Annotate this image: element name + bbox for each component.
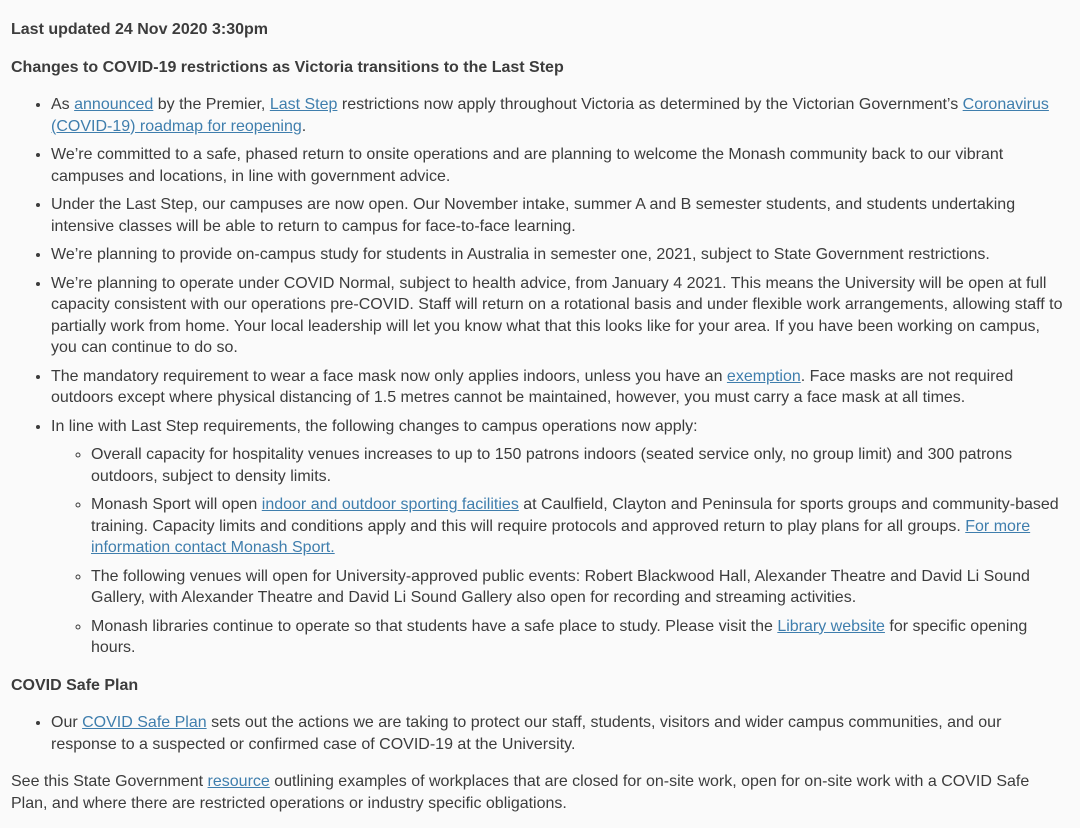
announced-link[interactable]: announced xyxy=(74,96,154,113)
text-run: . Face masks are not required outdoors except where physical distancing of 1.5 metres cannot be maintained, however, you must carry a face mask at all times. xyxy=(51,367,1014,406)
text-run: As xyxy=(51,96,75,113)
contact-monash-sport-link[interactable]: For more information contact Monash Sport. xyxy=(91,517,1031,556)
covid-safe-plan-list xyxy=(11,712,1069,755)
list-item-covid-normal: • We’re planning to operate under COVID Normal, subject to health advice, from January 4 2021. This means the University will be open at full capacity consistent with our operations pre-COVID. Staff will return on a rotational basis and under flexible work arrangements, allowing staff to partially work from home. Your local leadership will let you know what that this looks like for your area. If you have been working on campus, you can continue to do so. xyxy=(51,273,1069,359)
last-updated-text: Last updated 24 Nov 2020 3:30pm xyxy=(11,21,268,38)
text-run: In line with Last Step requirements, the following changes to campus operations now apply: xyxy=(51,417,698,435)
restrictions-heading: Changes to COVID-19 restrictions as Victoria transitions to the Last Step xyxy=(11,58,564,76)
text-run: See this State Government xyxy=(11,773,208,790)
covid-safe-plan-heading: COVID Safe Plan xyxy=(11,676,139,694)
resource-link[interactable]: resource xyxy=(207,773,270,790)
list-item-monash-sport xyxy=(91,494,1069,559)
text-run: restrictions now apply throughout Victoria as determined by the Victorian Government’s xyxy=(337,96,963,113)
text-run: at Caulfield, Clayton and Peninsula for sports groups and community-based training. Capacity limits and conditions apply and this will require protocols and approved return to play plans for all groups. xyxy=(91,496,1059,535)
list-item-announcement xyxy=(51,94,1069,137)
sporting-facilities-link[interactable]: indoor and outdoor sporting facilities xyxy=(261,496,519,513)
roadmap-for-reopening-link[interactable]: Coronavirus (COVID-19) roadmap for reopening xyxy=(51,96,1049,135)
text-run: The mandatory requirement to wear a face mask now only applies indoors, unless you have an xyxy=(51,367,727,385)
exemption-link[interactable]: exemption xyxy=(726,367,801,385)
list-item-semester-one: • We’re planning to provide on-campus study for students in Australia in semester one, 2021, subject to State Government restrictions. xyxy=(51,244,1069,266)
text-run: Our xyxy=(51,714,83,731)
list-item-committed: • We’re committed to a safe, phased return to onsite operations and are planning to welcome the Monash community back to our vibrant campuses and locations, in line with government advice. xyxy=(51,144,1069,187)
text-run: by the Premier, xyxy=(153,96,270,113)
covid-safe-plan-link[interactable]: COVID Safe Plan xyxy=(82,714,207,731)
text-run: . xyxy=(301,117,307,135)
text-run: Monash libraries continue to operate so that students have a safe place to study. Please visit the xyxy=(91,617,778,635)
list-item-covid-safe-plan xyxy=(51,712,1069,755)
text-run: sets out the actions we are taking to protect our staff, students, visitors and wider campus communities, and our response to a suspected or confirmed case of COVID-19 at the University. xyxy=(51,714,1002,753)
restrictions-list xyxy=(11,94,1069,659)
text-run: outlining examples of workplaces that are closed for on-site work, open for on-site work with a COVID Safe Plan, and where there are restricted operations or industry specific obligations. xyxy=(11,773,1030,812)
list-item-libraries xyxy=(91,616,1069,659)
campus-operations-list xyxy=(51,444,1069,659)
state-government-resource-paragraph xyxy=(11,771,1069,814)
text-run: Monash Sport will open xyxy=(91,496,262,513)
list-item-last-step-intro xyxy=(51,416,1069,659)
list-item-venues: ◦ The following venues will open for University-approved public events: Robert Blackwood Hall, Alexander Theatre and David Li Sound Gallery, with Alexander Theatre and David Li Sound Gallery also open for recording and streaming activities. xyxy=(91,566,1069,609)
list-item-campuses-open: • Under the Last Step, our campuses are now open. Our November intake, summer A and B semester students, and students undertaking intensive classes will be able to return to campus for face-to-face learning. xyxy=(51,194,1069,237)
list-item-face-mask xyxy=(51,366,1069,409)
text-run: for specific opening hours. xyxy=(91,617,1028,656)
library-website-link[interactable]: Library website xyxy=(777,617,885,635)
list-item-hospitality: ◦ Overall capacity for hospitality venues increases to up to 150 patrons indoors (seated service only, no group limit) and 300 patrons outdoors, subject to density limits. xyxy=(91,444,1069,487)
last-step-link[interactable]: Last Step xyxy=(269,96,338,113)
